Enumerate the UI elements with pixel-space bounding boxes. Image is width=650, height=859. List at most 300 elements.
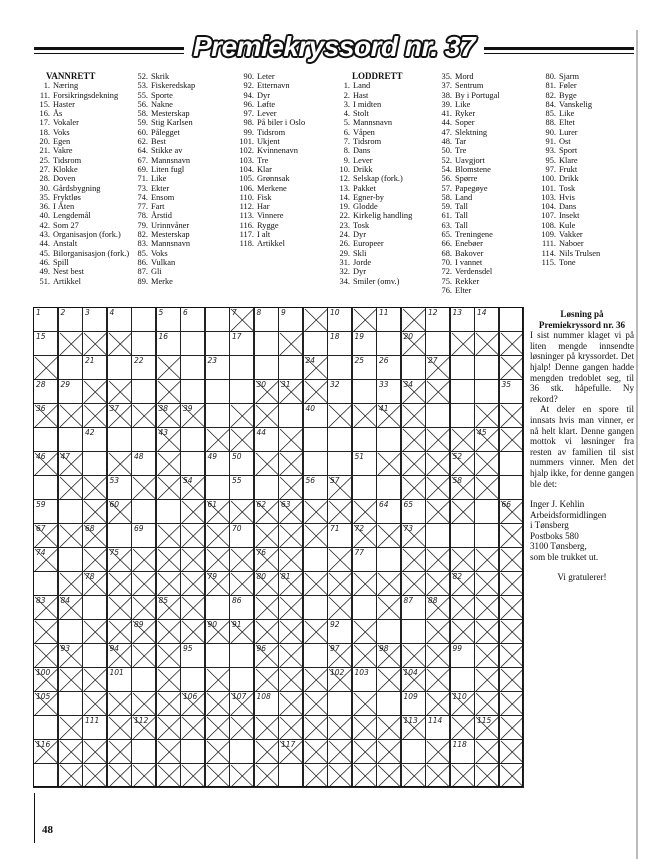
grid-cell[interactable] [425,523,450,548]
cell-number: 33 [379,380,389,389]
grid-cell[interactable] [180,379,205,404]
blocked-cell [254,451,279,476]
loddrett-column-1 [334,72,438,286]
grid-cell[interactable] [82,427,107,452]
blocked-cell [499,427,524,452]
clue-number: 32. [339,267,350,277]
grid-cell[interactable] [82,715,107,740]
cell-number: 102 [330,668,345,677]
cross-mark-icon [108,620,133,644]
blocked-cell [352,691,377,716]
blocked-cell [33,547,58,572]
blocked-cell [131,595,156,620]
clue-text: Tre [257,155,269,165]
blocked-cell [58,763,83,788]
cross-mark-icon [230,548,255,572]
grid-cell[interactable] [180,331,205,356]
clue-item [540,230,632,239]
grid-cell[interactable] [327,619,352,644]
grid-cell[interactable] [82,595,107,620]
clue-item [540,72,632,81]
cross-mark-icon [500,428,525,452]
cell-number: 43 [158,428,169,437]
grid-cell[interactable] [58,307,83,332]
cross-mark-icon [108,332,133,356]
clue-item [132,81,236,90]
grid-cell[interactable] [425,331,450,356]
blocked-cell [278,475,303,500]
cross-mark-icon [353,308,378,332]
grid-cell[interactable] [33,763,58,788]
grid-cell[interactable] [229,451,254,476]
grid-cell[interactable] [327,331,352,356]
blocked-cell [425,571,450,596]
clue-text: Vakre [53,146,73,156]
grid-cell[interactable] [229,379,254,404]
grid-cell[interactable] [205,643,230,668]
grid-cell[interactable] [131,739,156,764]
cell-number: 1 [36,308,41,317]
blocked-cell [82,691,107,716]
grid-cell[interactable] [180,427,205,452]
cross-mark-icon [353,644,378,668]
grid-cell[interactable] [425,403,450,428]
cell-number: 31 [281,380,291,389]
blocked-cell [254,499,279,524]
grid-cell[interactable] [303,451,328,476]
blocked-cell [58,475,83,500]
grid-cell[interactable] [58,547,83,572]
cell-number: 49 [207,452,218,461]
clue-text: Bakover [455,248,484,258]
clue-item [334,193,438,202]
clue-item [238,174,336,183]
grid-cell[interactable] [376,427,401,452]
blocked-cell [33,619,58,644]
grid-cell[interactable] [229,355,254,380]
blocked-cell [156,427,181,452]
cell-number: 37 [109,404,120,413]
grid-cell[interactable] [352,355,377,380]
grid-cell[interactable] [205,595,230,620]
clue-item [436,91,540,100]
blocked-cell [156,571,181,596]
grid-cell[interactable] [278,403,303,428]
grid-cell[interactable] [58,691,83,716]
cell-number: 90 [207,620,218,629]
grid-cell[interactable] [107,475,132,500]
blocked-cell [376,667,401,692]
grid-cell[interactable] [180,667,205,692]
grid-cell[interactable] [82,643,107,668]
grid-cell[interactable] [131,451,156,476]
clue-number: 40. [39,211,50,221]
grid-cell[interactable] [229,523,254,548]
grid-cell[interactable] [254,475,279,500]
grid-cell[interactable] [205,331,230,356]
clue-item [334,277,438,286]
clue-number: 35. [39,192,50,202]
grid-cell[interactable] [205,475,230,500]
clue-item [436,81,540,90]
grid-cell[interactable] [82,307,107,332]
grid-cell[interactable] [180,307,205,332]
grid-cell[interactable] [180,643,205,668]
clue-number: 118. [239,239,254,249]
grid-cell[interactable] [450,667,475,692]
grid-cell[interactable] [156,331,181,356]
clue-number: 82. [545,90,556,100]
grid-cell[interactable] [425,715,450,740]
grid-cell[interactable] [58,355,83,380]
grid-cell[interactable] [33,571,58,596]
cell-number: 24 [305,356,316,365]
grid-cell[interactable] [229,331,254,356]
grid-cell[interactable] [401,739,426,764]
clue-text: Lever [257,109,277,119]
grid-cell[interactable] [352,475,377,500]
cell-number: 45 [477,428,487,437]
grid-cell[interactable] [131,355,156,380]
grid-cell[interactable] [474,499,499,524]
clue-item [132,230,236,239]
clue-text: Organisasjon (fork.) [53,230,121,240]
grid-cell[interactable] [156,307,181,332]
grid-cell[interactable] [58,427,83,452]
blocked-cell [278,715,303,740]
grid-cell[interactable] [303,595,328,620]
grid-cell[interactable] [327,355,352,380]
grid-cell[interactable] [131,523,156,548]
blocked-cell [401,547,426,572]
clue-text: Dans [559,202,577,212]
clue-item [238,211,336,220]
cross-mark-icon [255,716,280,740]
clue-item [132,165,236,174]
grid-cell[interactable] [254,355,279,380]
grid-cell[interactable] [33,331,58,356]
grid-cell[interactable] [303,547,328,572]
clue-item [132,72,236,81]
grid-cell[interactable] [107,355,132,380]
blocked-cell [401,475,426,500]
grid-cell[interactable] [131,379,156,404]
cell-number: 75 [109,548,120,557]
grid-cell[interactable] [205,379,230,404]
clue-item [34,128,138,137]
grid-cell[interactable] [33,427,58,452]
grid-cell[interactable] [278,307,303,332]
grid-cell[interactable] [205,355,230,380]
grid-cell[interactable] [205,307,230,332]
cross-mark-icon [157,548,182,572]
grid-cell[interactable] [450,739,475,764]
clue-number: 103. [239,155,254,165]
grid-cell[interactable] [254,427,279,452]
clue-number: 37. [441,81,452,91]
grid-cell[interactable] [33,307,58,332]
grid-cell[interactable] [303,403,328,428]
blocked-cell [425,427,450,452]
clue-text: Haster [53,99,75,109]
grid-cell[interactable] [450,523,475,548]
clue-text: Lengdemål [53,211,91,221]
clue-item [132,221,236,230]
grid-cell[interactable] [450,643,475,668]
clue-number: 116. [239,220,254,230]
clue-number: 85. [137,248,148,258]
clue-number: 111. [541,239,556,249]
cross-mark-icon [328,716,353,740]
grid-cell[interactable] [229,595,254,620]
cell-number: 59 [36,500,46,509]
grid-cell[interactable] [278,763,303,788]
clue-item [436,267,540,276]
grid-cell[interactable] [450,307,475,332]
clue-item [132,174,236,183]
grid-cell[interactable] [352,427,377,452]
grid-cell[interactable] [499,451,524,476]
grid-cell[interactable] [33,715,58,740]
grid-cell[interactable] [450,403,475,428]
grid-cell[interactable] [376,307,401,332]
grid-cell[interactable] [401,691,426,716]
blocked-cell [327,595,352,620]
grid-cell[interactable] [401,619,426,644]
cross-mark-icon [328,596,353,620]
blocked-cell [474,739,499,764]
grid-cell[interactable] [450,379,475,404]
grid-cell[interactable] [82,355,107,380]
clue-text: Sport [559,146,578,156]
cross-mark-icon [181,596,206,620]
cell-number: 111 [85,716,100,725]
blocked-cell [278,331,303,356]
title-banner [34,31,634,62]
clue-number: 75. [441,276,452,286]
grid-cell[interactable] [33,379,58,404]
grid-cell[interactable] [474,355,499,380]
cross-mark-icon [500,764,525,788]
grid-cell[interactable] [131,667,156,692]
cell-number: 40 [305,404,316,413]
blocked-cell [474,475,499,500]
blocked-cell [205,499,230,524]
cross-mark-icon [108,692,133,716]
cell-number: 82 [452,572,463,581]
clue-text: Doven [53,174,76,184]
grid-cell[interactable] [131,331,156,356]
grid-cell[interactable] [376,475,401,500]
clue-item [540,118,632,127]
blocked-cell [131,763,156,788]
grid-cell[interactable] [474,523,499,548]
blocked-cell [180,403,205,428]
cross-mark-icon [426,500,451,524]
blocked-cell [229,691,254,716]
clue-item [436,137,540,146]
cross-mark-icon [353,716,378,740]
grid-cell[interactable] [474,307,499,332]
clue-item [334,249,438,258]
grid-cell[interactable] [180,739,205,764]
grid-cell[interactable] [58,499,83,524]
cross-mark-icon [157,620,182,644]
clue-number: 39. [441,99,452,109]
grid-cell[interactable] [327,523,352,548]
grid-cell[interactable] [229,739,254,764]
grid-cell[interactable] [58,619,83,644]
clue-item [436,165,540,174]
grid-cell[interactable] [82,451,107,476]
grid-cell[interactable] [303,475,328,500]
grid-cell[interactable] [107,523,132,548]
grid-cell[interactable] [499,379,524,404]
clue-text: Ekter [151,183,170,193]
clue-item [34,91,138,100]
grid-cell[interactable] [352,547,377,572]
grid-cell[interactable] [499,475,524,500]
blocked-cell [33,451,58,476]
grid-cell[interactable] [205,403,230,428]
grid-cell[interactable] [401,499,426,524]
cell-number: 62 [256,500,267,509]
grid-cell[interactable] [131,307,156,332]
clue-number: 72. [441,267,452,277]
clue-number: 94. [243,90,254,100]
cross-mark-icon [279,620,304,644]
clue-number: 83. [137,239,148,249]
cross-mark-icon [108,596,133,620]
grid-cell[interactable] [180,355,205,380]
clue-number: 29. [339,248,350,258]
clue-number: 93. [545,146,556,156]
grid-cell[interactable] [303,331,328,356]
clue-item [238,202,336,211]
blocked-cell [229,403,254,428]
clue-text: Merke [151,276,173,286]
blocked-cell [327,715,352,740]
cross-mark-icon [157,644,182,668]
blocked-cell [278,523,303,548]
grid-cell[interactable] [376,355,401,380]
clue-text: Kirkelig handling [353,211,413,221]
grid-cell[interactable] [352,595,377,620]
cross-mark-icon [157,740,182,764]
grid-cell[interactable] [425,307,450,332]
clue-number: 12. [339,174,350,184]
clue-number: 61. [441,211,452,221]
address-line: Arbeidsformidlingen [530,509,607,520]
clue-number: 10. [339,164,350,174]
grid-cell[interactable] [254,331,279,356]
blocked-cell [450,427,475,452]
cell-number: 98 [379,644,389,653]
grid-cell[interactable] [352,667,377,692]
grid-cell[interactable] [499,307,524,332]
cross-mark-icon [500,620,525,644]
grid-cell[interactable] [327,379,352,404]
cell-number: 32 [330,380,340,389]
grid-cell[interactable] [107,667,132,692]
grid-cell[interactable] [352,331,377,356]
blocked-cell [156,691,181,716]
blocked-cell [82,667,107,692]
grid-cell[interactable] [376,379,401,404]
grid-cell[interactable] [254,307,279,332]
clue-text: Vulkan [151,257,176,267]
grid-cell[interactable] [33,475,58,500]
clue-number: 92. [243,81,254,91]
blocked-cell [107,547,132,572]
grid-cell[interactable] [303,643,328,668]
vannrett-column-3 [238,72,336,249]
cross-mark-icon [304,764,329,788]
clue-item [238,146,336,155]
grid-cell[interactable] [58,379,83,404]
grid-cell[interactable] [401,595,426,620]
clue-number: 74. [137,192,148,202]
grid-cell[interactable] [156,499,181,524]
grid-cell[interactable] [229,475,254,500]
cross-mark-icon [377,452,402,476]
grid-cell[interactable] [376,547,401,572]
grid-cell[interactable] [376,619,401,644]
clue-number: 113. [239,211,254,221]
grid-cell[interactable] [450,355,475,380]
grid-cell[interactable] [254,691,279,716]
clue-text: Stolt [353,109,369,119]
grid-cell[interactable] [229,643,254,668]
grid-cell[interactable] [327,427,352,452]
grid-cell[interactable] [474,379,499,404]
blocked-cell [156,595,181,620]
grid-cell[interactable] [107,307,132,332]
address-line: Inger J. Kehlin [530,499,585,510]
grid-cell[interactable] [229,667,254,692]
grid-cell[interactable] [33,499,58,524]
cross-mark-icon [279,428,304,452]
grid-cell[interactable] [352,379,377,404]
clue-number: 11. [39,90,50,100]
grid-cell[interactable] [352,451,377,476]
blocked-cell [131,475,156,500]
clue-number: 57. [441,183,452,193]
grid-cell[interactable] [376,499,401,524]
grid-cell[interactable] [327,691,352,716]
blocked-cell [327,739,352,764]
grid-cell[interactable] [205,451,230,476]
grid-cell[interactable] [131,499,156,524]
cell-number: 28 [36,380,46,389]
grid-cell[interactable] [107,427,132,452]
grid-cell[interactable] [401,355,426,380]
cell-number: 85 [158,596,169,605]
clue-text: Pålegget [151,127,180,137]
grid-cell[interactable] [327,307,352,332]
grid-cell[interactable] [180,451,205,476]
grid-cell[interactable] [327,451,352,476]
grid-cell[interactable] [303,427,328,452]
grid-cell[interactable] [278,355,303,380]
grid-cell[interactable] [131,427,156,452]
cross-mark-icon [451,716,476,740]
grid-cell[interactable] [376,331,401,356]
cross-mark-icon [255,740,280,764]
grid-cell[interactable] [376,691,401,716]
clue-number: 97. [545,164,556,174]
blocked-cell [107,379,132,404]
